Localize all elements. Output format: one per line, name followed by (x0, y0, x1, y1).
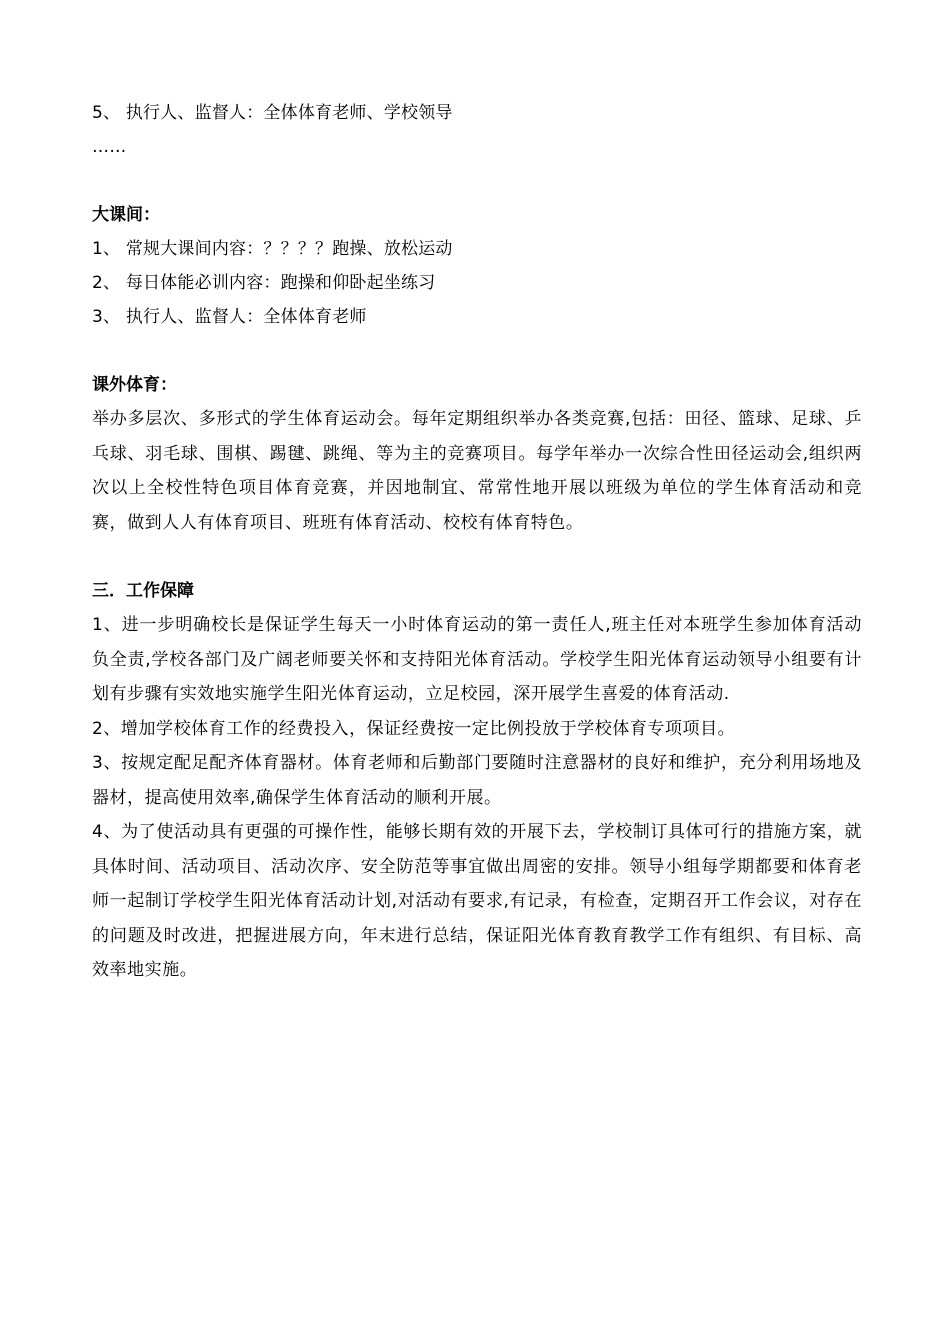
guarantee-item: 1、进一步明确校长是保证学生每天一小时体育运动的第一责任人,班主任对本班学生参加体育活动负全责,学校各部门及广阔老师要关怀和支持阳光体育活动。学校学生阳光体育运动领导小组要有计划有步骤有实效地实施学生阳光体育运动，立足校园，深开展学生喜爱的体育活动. (92, 615, 862, 704)
list-item: 2、 每日体能必训内容：跑操和仰卧起坐练习 (92, 273, 436, 293)
guarantee-item: 3、按规定配足配齐体育器材。体育老师和后勤部门要随时注意器材的良好和维护，充分利用场地及器材，提高使用效率,确保学生体育活动的顺利开展。 (92, 753, 862, 808)
section-heading-guarantee: 三．工作保障 (92, 581, 194, 601)
section-heading-extracurricular: 课外体育： (92, 375, 177, 395)
list-item: 3、 执行人、监督人：全体体育老师 (92, 307, 367, 327)
list-item: 1、 常规大课间内容：？？？？跑操、放松运动 (92, 239, 453, 259)
ellipsis-line: …… (92, 137, 127, 157)
list-item-executor-supervisor: 5、 执行人、监督人：全体体育老师、学校领导 (92, 103, 453, 123)
extracurricular-paragraph: 举办多层次、多形式的学生体育运动会。每年定期组织举办各类竞赛,包括：田径、篮球、足球、乒乓球、羽毛球、围棋、踢毽、跳绳、等为主的竞赛项目。每学年举办一次综合性田径运动会,组织两次以上全校性特色项目体育竞赛，并因地制宜、常常性地开展以班级为单位的学生体育活动和竞赛，做到人人有体育项目、班班有体育活动、校校有体育特色。 (92, 409, 862, 533)
section-heading-big-break: 大课间： (92, 205, 160, 225)
guarantee-item: 4、为了使活动具有更强的可操作性，能够长期有效的开展下去，学校制订具体可行的措施方案，就具体时间、活动项目、活动次序、安全防范等事宜做出周密的安排。领导小组每学期都要和体育老师一起制订学校学生阳光体育活动计划,对活动有要求,有记录，有检查，定期召开工作会议，对存在的问题及时改进，把握进展方向，年末进行总结，保证阳光体育教育教学工作有组织、有目标、高效率地实施。 (92, 822, 862, 980)
document-page (92, 96, 862, 988)
guarantee-item: 2、增加学校体育工作的经费投入，保证经费按一定比例投放于学校体育专项项目。 (92, 718, 736, 739)
